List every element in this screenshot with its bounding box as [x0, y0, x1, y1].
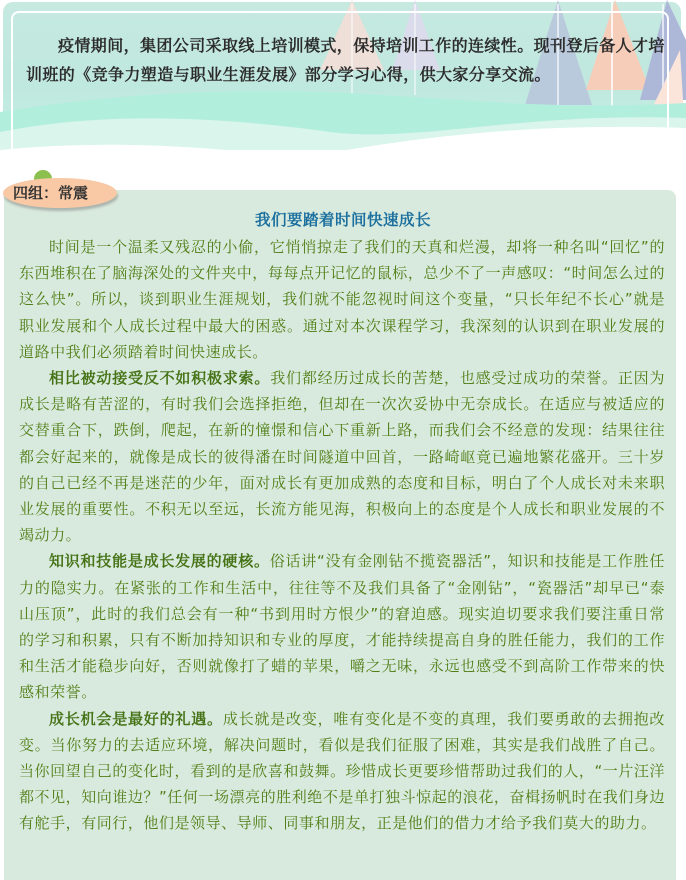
paragraph-2: [19, 365, 665, 548]
header-banner: [0, 0, 686, 160]
paragraph-text: 俗话讲“没有金刚钻不揽瓷器活”，知识和技能是工作胜任力的隐实力。在紧张的工作和生活中，往往等不及我们具备了“金刚钻”，“瓷器活”却早已“泰山压顶”，此时的我们总会有一种“书到用时方恨少”的窘迫感。现实迫切要求我们要注重日常的学习和积累，只有不断加持知识和专业的厚度，才能持续提高自身的胜任能力，我们的工作和生活才能稳步向好，否则就像打了蜡的苹果，嚼之无味，永远也感受不到高阶工作带来的快感和荣誉。: [19, 552, 665, 702]
intro-text: 疫情期间，集团公司采取线上培训模式，保持培训工作的连续性。现刊登后备人才培训班的《竞争力塑造与职业生涯发展》部分学习心得，供大家分享交流。: [26, 36, 665, 84]
paragraph-lead: 成长机会是最好的礼遇。: [49, 709, 223, 728]
author-label: 四组：常震: [13, 184, 89, 202]
author-badge: [3, 178, 117, 208]
paragraph-1: [19, 234, 665, 365]
paragraph-lead: 相比被动接受反不如积极求索。: [49, 369, 271, 388]
paragraph-3: [19, 548, 665, 705]
paragraph-lead: 知识和技能是成长发展的硬核。: [49, 552, 270, 571]
article-body: [19, 234, 665, 837]
article-title: 我们要踏着时间快速成长: [254, 211, 431, 229]
paragraph-text: 时间是一个温柔又残忍的小偷，它悄悄掠走了我们的天真和烂漫，却将一种名叫“回忆”的东西堆积在了脑海深处的文件夹中，每每点开记忆的鼠标，总少不了一声感叹：“时间怎么过的这么快”。所以，谈到职业生涯规划，我们就不能忽视时间这个变量，“只长年纪不长心”就是职业发展和个人成长过程中最大的困惑。通过对本次课程学习，我深刻的认识到在职业发展的道路中我们必须踏着时间快速成长。: [19, 238, 665, 361]
paragraph-4: [19, 706, 665, 837]
paragraph-text: 我们都经历过成长的苦楚，也感受过成功的荣誉。正因为成长是略有苦涩的，有时我们会选择拒绝，但却在一次次妥协中无奈成长。在适应与被适应的交替重合下，跌倒，爬起，在新的憧憬和信心下重新上路，而我们会不经意的发现：结果往往都会好起来的，就像是成长的彼得潘在时间隧道中回首，一路崎岖竟已遍地繁花盛开。三十岁的自己已经不再是迷茫的少年，面对成长有更加成熟的态度和目标，明白了个人成长对未来职业发展的重要性。不积无以至远，长流方能见海，积极向上的态度是个人成长和职业发展的不竭动力。: [19, 369, 665, 545]
paragraph-text: 成长就是改变，唯有变化是不变的真理，我们要勇敢的去拥抱改变。当你努力的去适应环境，解决问题时，看似是我们征服了困难，其实是我们战胜了自己。当你回望自己的变化时，看到的是欣喜和鼓舞。珍惜成长更要珍惜帮助过我们的人，“一片汪洋都不见，知向谁边？”任何一场漂亮的胜利绝不是单打独斗惊起的浪花，奋楫扬帆时在我们身边有舵手，有同行，他们是领导、导师、同事和朋友，正是他们的借力才给予我们莫大的助力。: [19, 709, 665, 833]
